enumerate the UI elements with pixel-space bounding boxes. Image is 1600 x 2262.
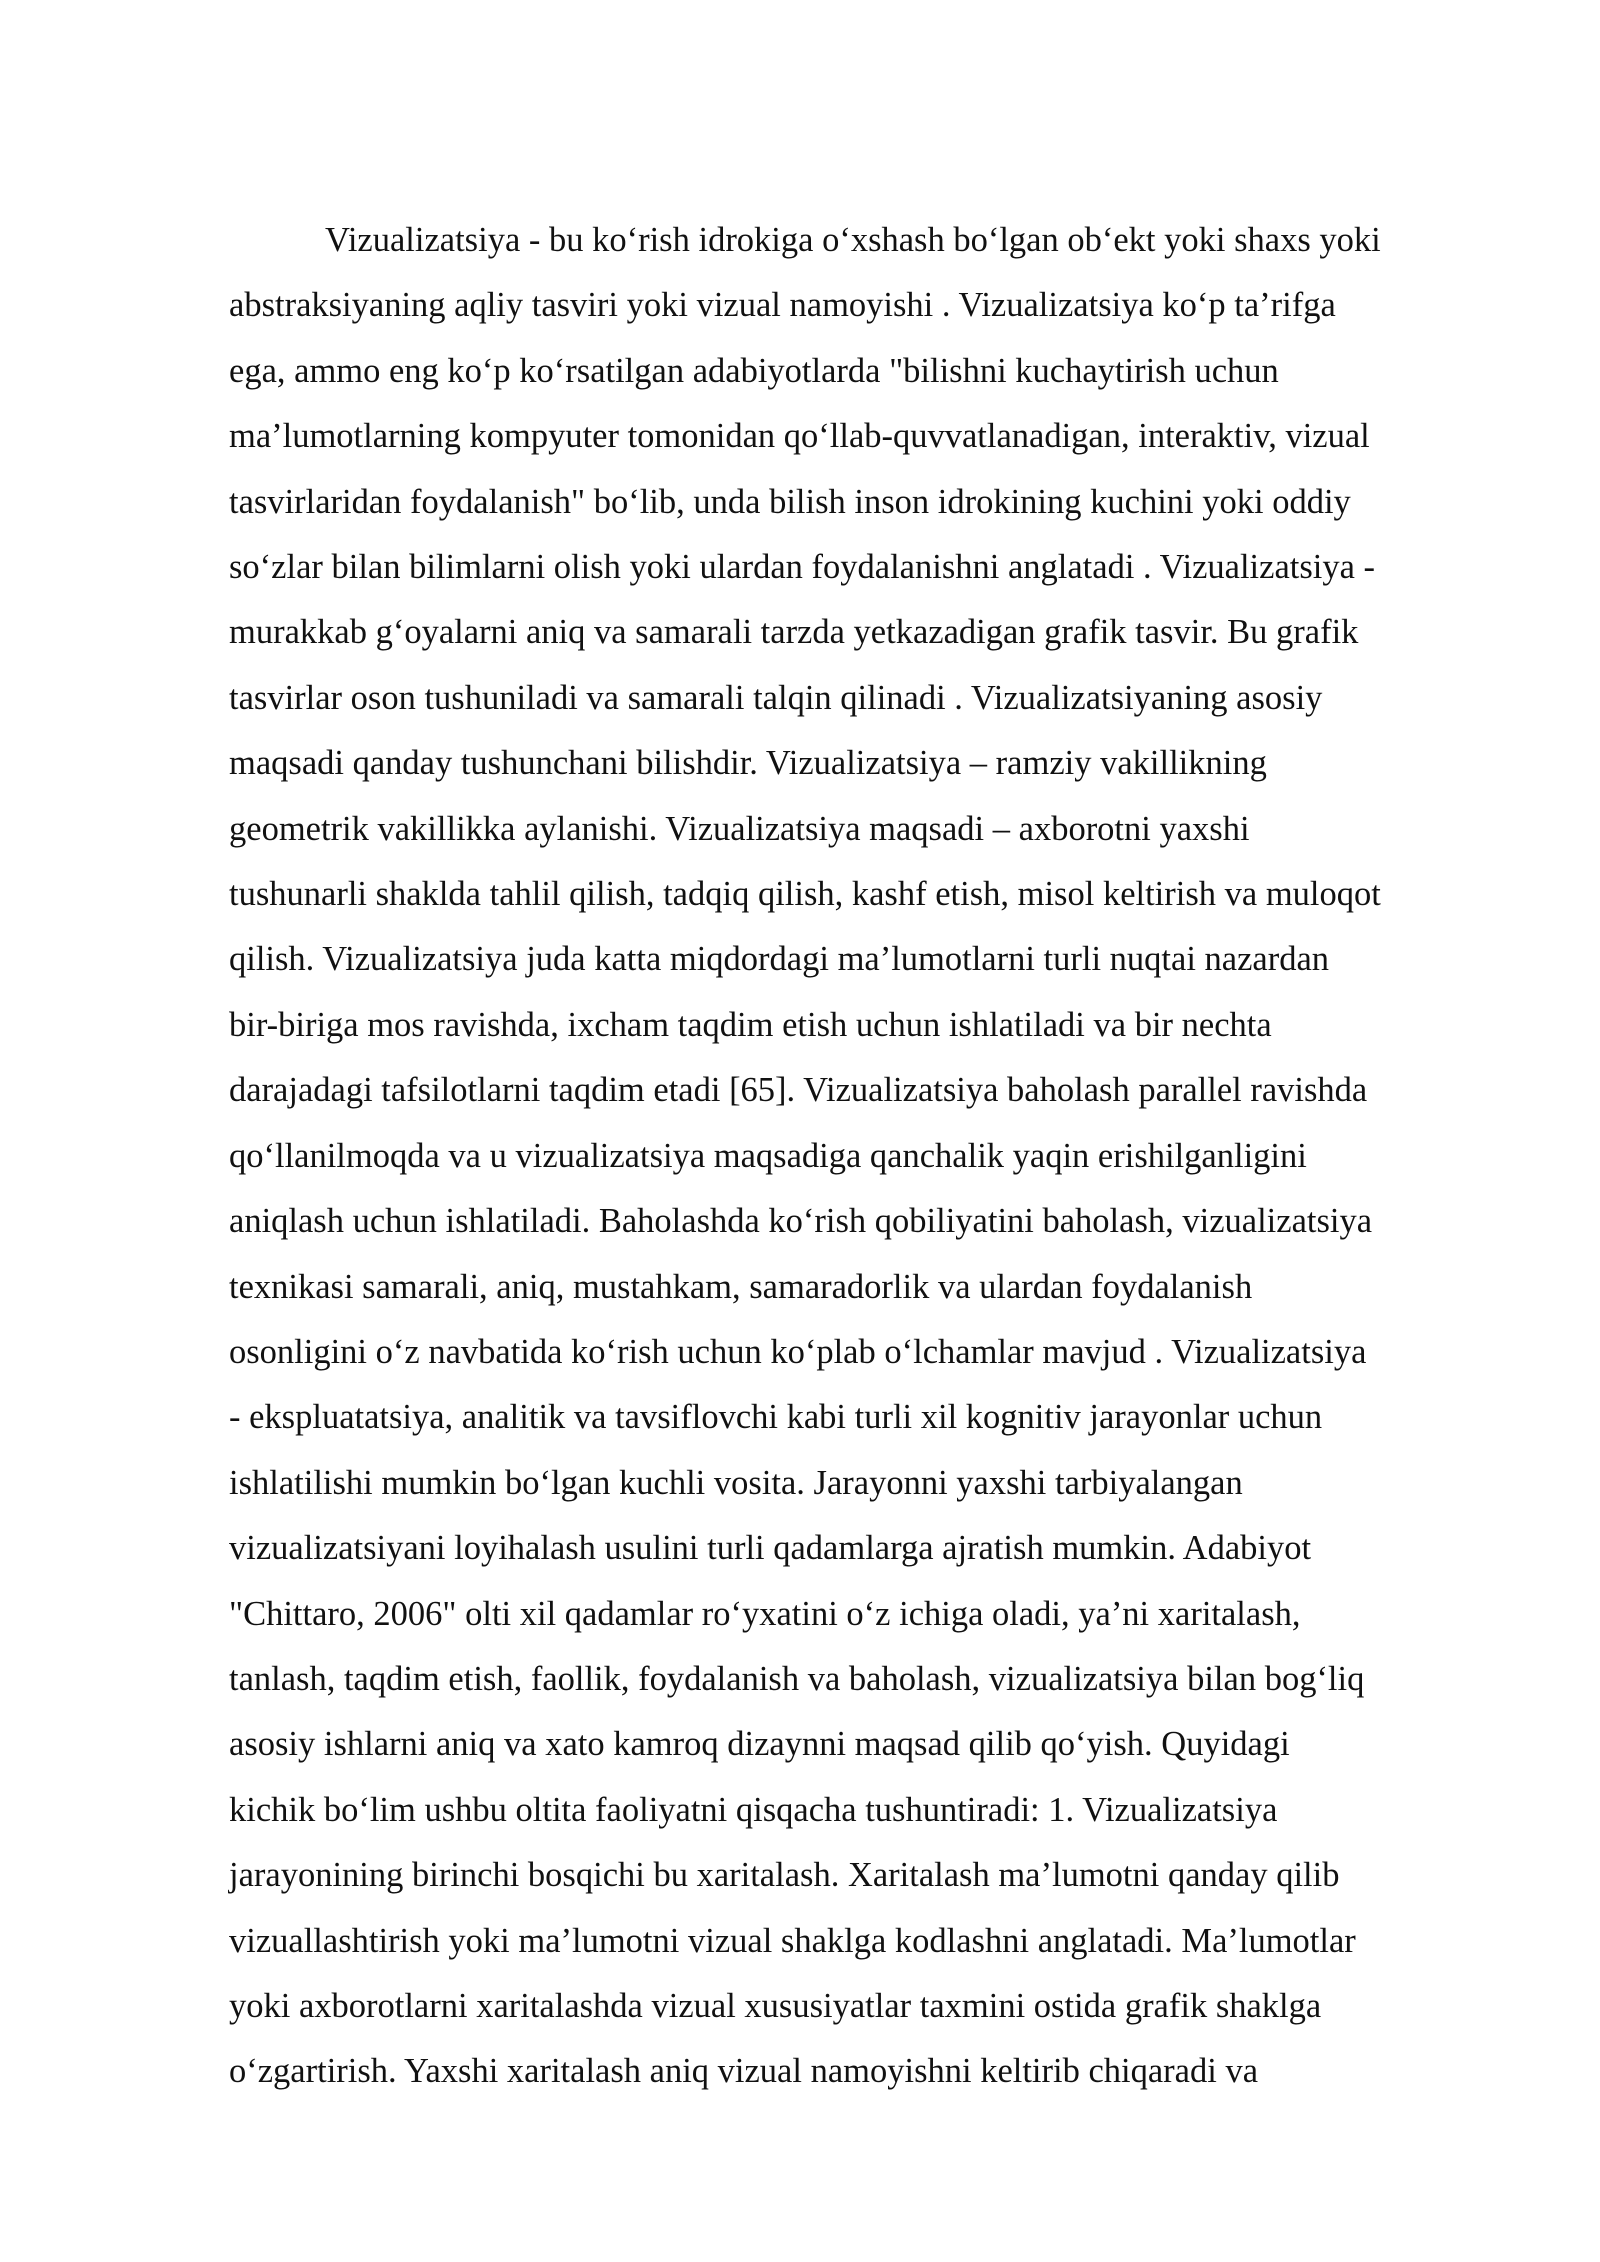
text-line: vizualizatsiyani loyihalash usulini turli qadamlarga ajratish mumkin. Adabiyot — [229, 1529, 1312, 1568]
text-line: yoki axborotlarni xaritalashda vizual xususiyatlar taxmini ostida grafik shaklga — [229, 1986, 1322, 2025]
text-line: osonligini o‘z navbatida ko‘rish uchun ko‘plab o‘lchamlar mavjud . Vizualizatsiya — [229, 1332, 1367, 1371]
text-line: vizuallashtirish yoki ma’lumotni vizual shaklga kodlashni anglatadi. Ma’lumotlar — [229, 1921, 1356, 1960]
body-paragraph — [229, 208, 1497, 2105]
text-line: jarayonining birinchi bosqichi bu xaritalash. Xaritalash ma’lumotni qanday qilib — [229, 1856, 1340, 1895]
text-line: Vizualizatsiya - bu ko‘rish idrokiga o‘xshash bo‘lgan ob‘ekt yoki shaxs yoki — [325, 221, 1381, 259]
text-line: ega, ammo eng ko‘p ko‘rsatilgan adabiyotlarda "bilishni kuchaytirish uchun — [229, 351, 1279, 390]
text-line: murakkab g‘oyalarni aniq va samarali tarzda yetkazadigan grafik tasvir. Bu grafik — [229, 613, 1359, 652]
text-line: tushunarli shakldа tahlil qilish, tadqiq qilish, kashf etish, misol keltirish va muloqot — [229, 875, 1381, 914]
text-line: darajadagi tafsilotlarni taqdim etadi [65]. Vizualizatsiya baholash parallel ravishda — [229, 1071, 1368, 1110]
text-line: ishlatilishi mumkin bo‘lgan kuchli vosita. Jarayonni yaxshi tarbiyalangan — [229, 1463, 1243, 1502]
text-line: "Chittaro, 2006" olti xil qadamlar ro‘yxatini o‘z ichiga oladi, ya’ni xaritalash, — [229, 1594, 1301, 1633]
text-line: tanlash, taqdim etish, faollik, foydalanish va baholash, vizualizatsiya bilan bog‘liq — [229, 1659, 1365, 1698]
text-line: qo‘llanilmoqda va u vizualizatsiya maqsadiga qanchalik yaqin erishilganligini — [229, 1136, 1307, 1175]
text-line: ma’lumotlarning kompyuter tomonidan qo‘llab-quvvatlanadigan, interaktiv, vizual — [229, 417, 1370, 456]
text-line: abstraksiyaning aqliy tasviri yoki vizual namoyishi . Vizualizatsiya ko‘p ta’rifga — [229, 286, 1336, 325]
text-line: texnikasi samarali, aniq, mustahkam, samaradorlik va ulardan foydalanish — [229, 1267, 1253, 1306]
text-line: geometrik vakillikka aylanishi. Vizualizatsiya maqsadi – axborotni yaxshi — [229, 809, 1250, 848]
text-line: aniqlash uchun ishlatiladi. Baholashda ko‘rish qobiliyatini baholash, vizualizatsiya — [229, 1202, 1373, 1241]
text-line: maqsadi qanday tushunchani bilishdir. Vizualizatsiya – ramziy vakillikning — [229, 744, 1267, 783]
text-line: - ekspluatatsiya, analitik va tavsiflovchi kabi turli xil kognitiv jarayonlar uchun — [229, 1398, 1323, 1437]
text-line: so‘zlar bilan bilimlarni olish yoki ulardan foydalanishni anglatadi . Vizualizatsiya - — [229, 548, 1376, 587]
text-line: tasvirlar oson tushuniladi va samarali talqin qilinadi . Vizualizatsiyaning asosiy — [229, 678, 1323, 717]
text-line: tasvirlaridan foydalanish" bo‘lib, unda bilish inson idrokining kuchini yoki oddiy — [229, 482, 1351, 521]
text-line: qilish. Vizualizatsiya juda katta miqdordagi ma’lumotlarni turli nuqtai nazardan — [229, 940, 1330, 979]
text-line: kichik bo‘lim ushbu oltita faoliyatni qisqacha tushuntiradi: 1. Vizualizatsiya — [229, 1790, 1278, 1829]
text-line: bir-biriga mos ravishda, ixcham taqdim etish uchun ishlatiladi va bir nechta — [229, 1005, 1272, 1044]
text-line: asosiy ishlarni aniq va xato kamroq dizaynni maqsad qilib qo‘yish. Quyidagi — [229, 1725, 1290, 1764]
text-line: o‘zgartirish. Yaxshi xaritalash aniq vizual namoyishni keltirib chiqaradi va — [229, 2052, 1259, 2091]
